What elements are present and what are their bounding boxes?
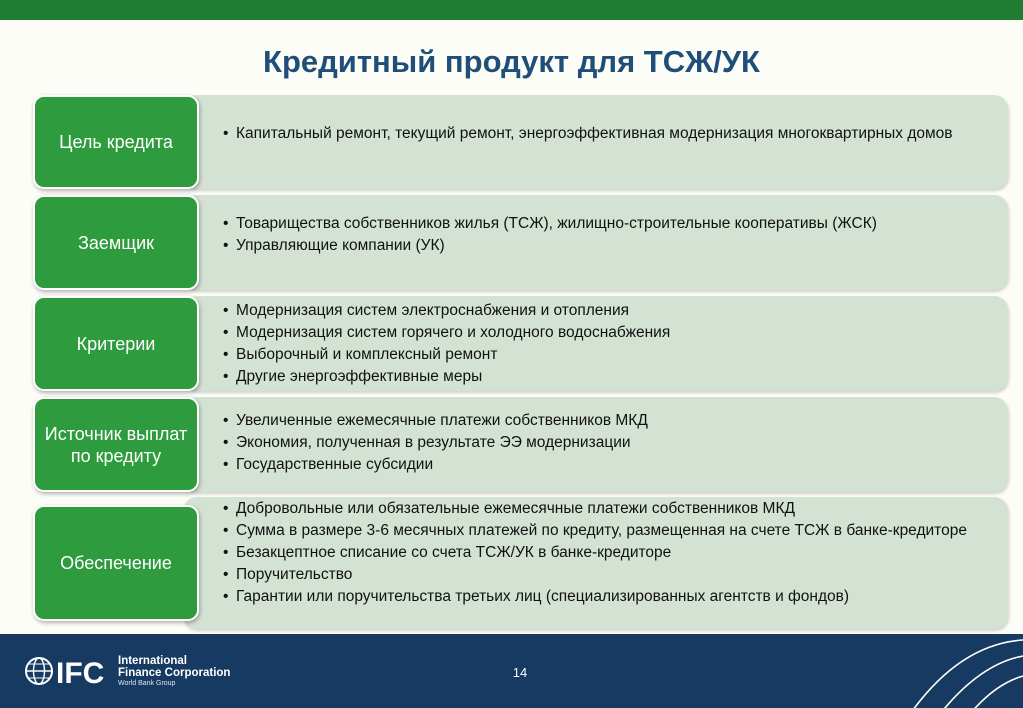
bullet-item: • Увеличенные ежемесячные платежи собственников МКД [223, 412, 980, 430]
label-loan-purpose: Цель кредита [33, 95, 199, 189]
bullet-item: • Управляющие компании (УК) [223, 237, 980, 255]
bullet-list [223, 125, 980, 147]
bullet-item: • Выборочный и комплексный ремонт [223, 346, 980, 364]
page-number: 14 [512, 665, 528, 680]
row-loan-purpose [33, 95, 1008, 189]
bullet-item: • Модернизация систем электроснабжения и отопления [223, 302, 980, 320]
bullet-item: • Сумма в размере 3-6 месячных платежей по кредиту, размещенная на счете ТСЖ в банке-кредиторе [223, 522, 980, 540]
globe-icon [26, 658, 52, 684]
org-line-3: World Bank Group [118, 680, 176, 687]
bullet-list [223, 302, 980, 390]
bullet-item: • Добровольные или обязательные ежемесячные платежи собственников МКД [223, 500, 980, 518]
bullet-item: • Экономия, полученная в результате ЭЭ модернизации [223, 434, 980, 452]
top-green-bar [0, 0, 1023, 20]
bullet-item: • Государственные субсидии [223, 456, 980, 474]
footer [0, 634, 1023, 708]
row-repayment-source [33, 397, 1008, 492]
label-collateral: Обеспечение [33, 505, 199, 621]
bullet-item: • Поручительство [223, 566, 980, 584]
label-repayment-source: Источник выплат по кредиту [33, 397, 199, 492]
bullet-item: • Капитальный ремонт, текущий ремонт, энергоэффективная модернизация многоквартирных домов [223, 125, 980, 143]
bullet-list [223, 500, 980, 610]
ifc-logo [24, 654, 114, 688]
bullet-item: • Товарищества собственников жилья (ТСЖ), жилищно-строительные кооперативы (ЖСК) [223, 215, 980, 233]
decorative-arcs [850, 634, 1023, 708]
slide-title: Кредитный продукт для ТСЖ/УК [263, 44, 760, 79]
org-line-2: Finance Corporation [118, 667, 231, 679]
org-line-1: International [118, 655, 188, 667]
bullet-item: • Безакцептное списание со счета ТСЖ/УК в банке-кредиторе [223, 544, 980, 562]
org-name [118, 655, 230, 688]
row-collateral [33, 497, 1008, 629]
logo-text: IFC [56, 657, 105, 688]
bullet-list [223, 215, 980, 259]
bullet-item: • Гарантии или поручительства третьих лиц (специализированных агентств и фондов) [223, 588, 980, 606]
bullet-item: • Модернизация систем горячего и холодного водоснабжения [223, 324, 980, 342]
row-criteria [33, 296, 1008, 391]
label-borrower: Заемщик [33, 195, 199, 290]
label-criteria: Критерии [33, 296, 199, 391]
bullet-item: • Другие энергоэффективные меры [223, 368, 980, 386]
row-borrower [33, 195, 1008, 290]
bullet-list [223, 412, 980, 478]
